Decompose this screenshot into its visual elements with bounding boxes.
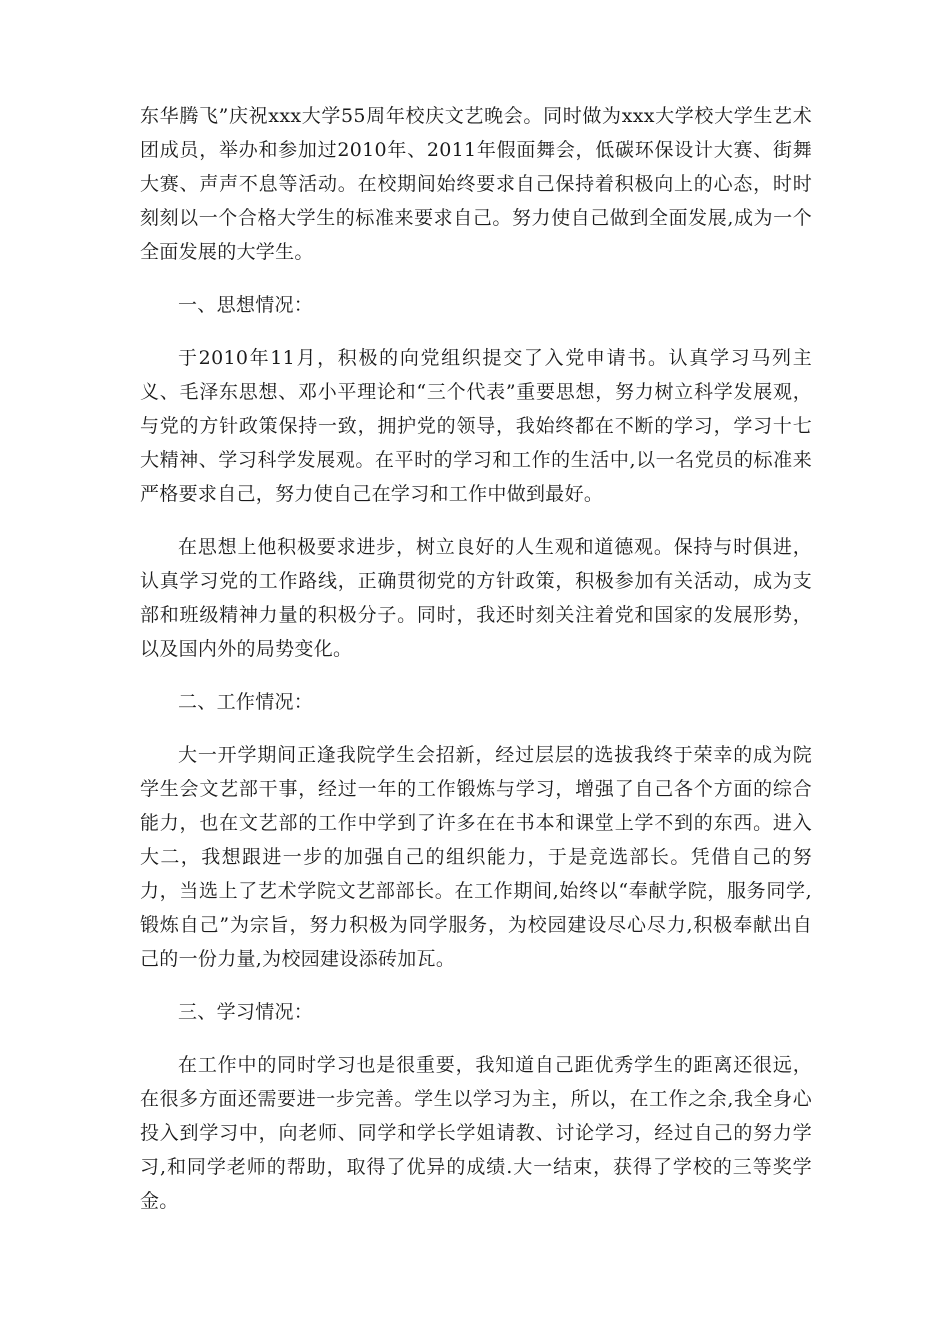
paragraph-study: 在工作中的同时学习也是很重要，我知道自己距优秀学生的距离还很远，在很多方面还需要进一步完善。学生以学习为主，所以，在工作之余,我全身心投入到学习中，向老师、同学和学长学姐请教、讨论学习，经过自己的努力学习,和同学老师的帮助，取得了优异的成绩.大一结束，获得了学校的三等奖学金。 bbox=[140, 1054, 812, 1212]
section-heading-study: 三、学习情况： bbox=[178, 1001, 314, 1023]
document-body bbox=[140, 99, 812, 1237]
paragraph-thought-1: 于2010年11月，积极的向党组织提交了入党申请书。认真学习马列主义、毛泽东思想、邓小平理论和“三个代表”重要思想，努力树立科学发展观，与党的方针政策保持一致，拥护党的领导，我始终都在不断的学习，学习十七大精神、学习科学发展观。在平时的学习和工作的生活中,以一名党员的标准来严格要求自己，努力使自己在学习和工作中做到最好。 bbox=[140, 347, 812, 505]
section-heading-work: 二、工作情况： bbox=[178, 691, 314, 713]
paragraph-work: 大一开学期间正逢我院学生会招新，经过层层的选拔我终于荣幸的成为院学生会文艺部干事，经过一年的工作锻炼与学习，增强了自己各个方面的综合能力，也在文艺部的工作中学到了许多在在书本和课堂上学不到的东西。进入大二，我想跟进一步的加强自己的组织能力，于是竞选部长。凭借自己的努力，当选上了艺术学院文艺部部长。在工作期间,始终以“奉献学院，服务同学,锻炼自己”为宗旨，努力积极为同学服务，为校园建设尽心尽力,积极奉献出自己的一份力量,为校园建设添砖加瓦。 bbox=[140, 744, 812, 970]
paragraph-thought-2: 在思想上他积极要求进步，树立良好的人生观和道德观。保持与时俱进，认真学习党的工作路线，正确贯彻党的方针政策，积极参加有关活动，成为支部和班级精神力量的积极分子。同时，我还时刻关注着党和国家的发展形势，以及国内外的局势变化。 bbox=[140, 536, 812, 660]
paragraph-intro-continued: 东华腾飞”庆祝xxx大学55周年校庆文艺晚会。同时做为xxx大学校大学生艺术团成员，举办和参加过2010年、2011年假面舞会，低碳环保设计大赛、街舞大赛、声声不息等活动。在校期间始终要求自己保持着积极向上的心态，时时刻刻以一个合格大学生的标准来要求自己。努力使自己做到全面发展,成为一个全面发展的大学生。 bbox=[140, 105, 812, 263]
section-heading-thought: 一、思想情况： bbox=[178, 294, 314, 316]
